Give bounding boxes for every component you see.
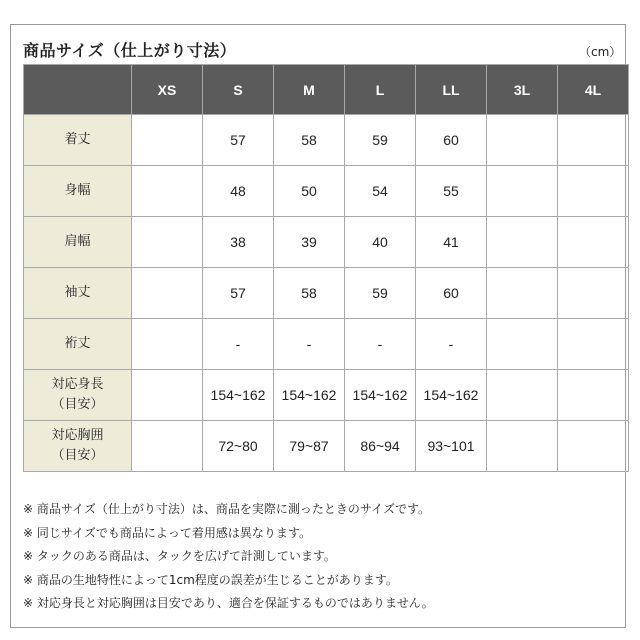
table-cell: 59 [345,115,416,166]
column-header: M [274,65,345,115]
table-cell: 59 [345,268,416,319]
table-cell: - [345,319,416,370]
table-cell [487,370,558,421]
table-row [24,319,629,370]
table-cell [558,268,629,319]
table-row [24,115,629,166]
row-label-line: 裄丈 [64,336,91,351]
column-header: LL [416,65,487,115]
row-label-line: 対応身長 [51,377,104,392]
row-label-line: （目安） [51,448,104,463]
table-cell [132,421,203,472]
row-label [24,319,132,370]
row-label [24,268,132,319]
table-cell [132,268,203,319]
table-row [24,166,629,217]
unit-label: （cm） [579,45,622,59]
table-cell [132,217,203,268]
column-header: XS [132,65,203,115]
table-cell: 57 [203,268,274,319]
table-cell [487,319,558,370]
note-item: ※ 商品の生地特性によって1cm程度の誤差が生じることがあります。 [23,572,398,587]
table-cell [487,268,558,319]
row-label [24,217,132,268]
column-header: S [203,65,274,115]
table-cell: 38 [203,217,274,268]
row-label [24,115,132,166]
table-cell: 40 [345,217,416,268]
table-cell: 50 [274,166,345,217]
size-table [23,64,629,472]
row-label [24,166,132,217]
table-cell: 154~162 [203,370,274,421]
table-cell: 154~162 [416,370,487,421]
table-cell: 154~162 [274,370,345,421]
table-cell: 54 [345,166,416,217]
note-item: ※ 同じサイズでも商品によって着用感は異なります。 [23,525,311,540]
table-cell: 39 [274,217,345,268]
table-cell [558,370,629,421]
column-header: 4L [558,65,629,115]
table-cell [558,217,629,268]
table-cell [132,370,203,421]
row-label-line: 身幅 [64,183,91,198]
table-cell [558,319,629,370]
row-label-line: （目安） [51,397,104,412]
note-item: ※ タックのある商品は、タックを広げて計測しています。 [23,549,336,563]
table-cell: 93~101 [416,421,487,472]
table-cell [558,115,629,166]
table-cell [558,421,629,472]
notes-list [23,498,434,616]
note-item: ※ 対応身長と対応胸囲は目安であり、適合を保証するものではありません。 [23,596,434,610]
chart-title: 商品サイズ（仕上がり寸法） [23,41,237,60]
table-cell: 55 [416,166,487,217]
row-label-line: 着丈 [64,132,91,147]
row-label-line: 対応胸囲 [51,428,104,443]
table-cell [132,115,203,166]
table-cell [132,319,203,370]
table-cell [487,217,558,268]
table-cell: 48 [203,166,274,217]
table-cell: - [274,319,345,370]
table-row [24,268,629,319]
table-cell [487,421,558,472]
table-cell: 60 [416,115,487,166]
row-label-line: 肩幅 [64,234,91,249]
header-row [24,65,629,115]
table-cell: 72~80 [203,421,274,472]
header-corner [24,65,132,115]
table-cell [487,115,558,166]
table-cell [132,166,203,217]
table-cell [558,166,629,217]
table-row [24,217,629,268]
column-header: L [345,65,416,115]
table-cell: 79~87 [274,421,345,472]
note-item: ※ 商品サイズ（仕上がり寸法）は、商品を実際に測ったときのサイズです。 [23,502,430,516]
table-cell: 154~162 [345,370,416,421]
row-label [24,370,132,421]
table-cell: - [416,319,487,370]
table-cell [487,166,558,217]
row-label [24,421,132,472]
table-row [24,370,629,421]
table-cell: 86~94 [345,421,416,472]
row-label-line: 袖丈 [64,285,91,300]
table-cell: 58 [274,115,345,166]
table-cell: 57 [203,115,274,166]
table-cell: 58 [274,268,345,319]
table-cell: - [203,319,274,370]
table-row [24,421,629,472]
table-cell: 60 [416,268,487,319]
table-cell: 41 [416,217,487,268]
column-header: 3L [487,65,558,115]
